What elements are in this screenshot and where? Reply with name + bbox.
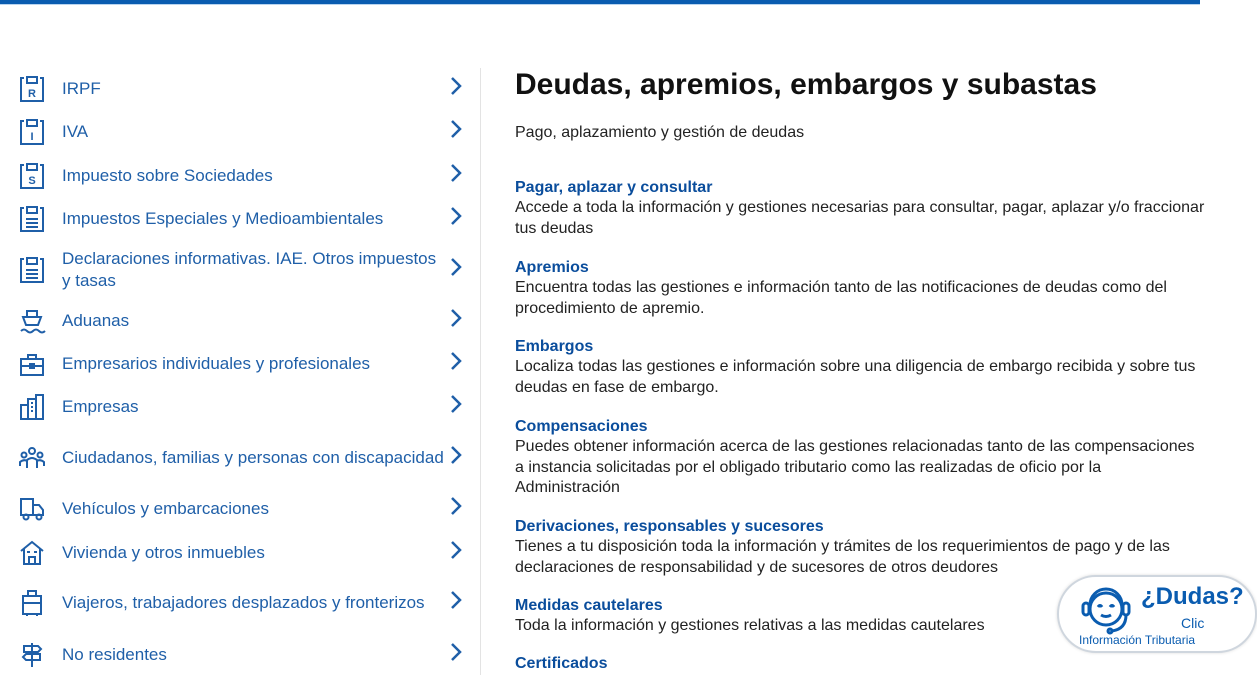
sidebar-item-7[interactable] [16,342,466,386]
ship-icon [16,306,48,336]
briefcase-icon [16,349,48,379]
page-title: Deudas, apremios, embargos y subastas [515,68,1097,101]
section-2 [515,258,1205,319]
chevron-right-icon[interactable] [446,351,466,377]
sidebar [0,0,480,675]
sidebar-item-label: Vivienda y otros inmuebles [62,543,265,562]
section-description: Puedes obtener información acerca de las gestiones relacionadas tanto de las compensaciones a instancia solicitadas por el obligado tributario como las realizadas de oficio por la Administración [515,438,1195,496]
section-link[interactable]: Certificados [515,655,608,672]
sidebar-item-label: Impuestos Especiales y Medioambientales [62,209,384,228]
sidebar-item-label: Declaraciones informativas. IAE. Otros impuestos y tasas [62,249,437,290]
sidebar-item-13[interactable] [16,633,466,677]
chevron-right-icon[interactable] [446,206,466,232]
chevron-right-icon[interactable] [446,308,466,334]
sidebar-item-label: Empresarios individuales y profesionales [62,354,371,373]
document-icon [16,204,48,234]
people-icon [16,443,48,473]
svg-text:I: I [30,131,34,143]
chevron-right-icon[interactable] [446,76,466,102]
sidebar-item-1[interactable] [16,67,466,111]
section-1 [515,178,1205,239]
house-icon [16,538,48,568]
document-icon [16,255,48,285]
sidebar-item-label: IVA [62,122,89,141]
sidebar-item-label: Impuesto sobre Sociedades [62,166,273,185]
section-link[interactable]: Compensaciones [515,418,648,435]
chevron-right-icon[interactable] [446,642,466,668]
help-subtitle: Información Tributaria [1079,633,1196,647]
chevron-right-icon[interactable] [446,394,466,420]
sidebar-item-6[interactable] [16,299,466,343]
section-description: Accede a toda la información y gestiones necesarias para consultar, pagar, aplazar y/o fraccionar tus deudas [515,199,1205,237]
sidebar-item-3[interactable] [16,154,466,198]
sidebar-item-12[interactable] [16,581,466,625]
chevron-right-icon[interactable] [446,590,466,616]
signpost-icon [16,640,48,670]
section-4 [515,417,1205,499]
section-description: Encuentra todas las gestiones e información tanto de las notificaciones de deudas como del procedimiento de apremio. [515,279,1167,317]
buildings-icon [16,392,48,422]
chevron-right-icon[interactable] [446,496,466,522]
sidebar-item-11[interactable] [16,531,466,575]
help-widget[interactable] [1057,575,1257,653]
sidebar-item-10[interactable] [16,487,466,531]
help-click[interactable]: Clic [1181,615,1205,631]
sidebar-item-label: No residentes [62,645,167,664]
sidebar-item-2[interactable] [16,110,466,154]
section-link[interactable]: Medidas cautelares [515,597,663,614]
section-link[interactable]: Embargos [515,338,594,355]
iva-doc-icon [16,117,48,147]
section-link[interactable]: Derivaciones, responsables y sucesores [515,518,824,535]
section-7 [515,654,1205,674]
sidebar-item-label: Aduanas [62,311,130,330]
page-subtitle: Pago, aplazamiento y gestión de deudas [515,124,805,141]
irpf-doc-icon [16,74,48,104]
section-link[interactable]: Pagar, aplazar y consultar [515,179,713,196]
sidebar-item-9[interactable] [16,436,466,480]
sidebar-item-label: Vehículos y embarcaciones [62,499,269,518]
sidebar-item-label: IRPF [62,79,101,98]
sidebar-item-label: Viajeros, trabajadores desplazados y fronterizos [62,593,425,612]
chevron-right-icon[interactable] [446,445,466,471]
section-link[interactable]: Apremios [515,259,589,276]
chevron-right-icon[interactable] [446,257,466,283]
sidebar-item-label: Empresas [62,397,139,416]
sidebar-item-5[interactable] [16,248,466,292]
sidebar-item-4[interactable] [16,197,466,241]
chevron-right-icon[interactable] [446,119,466,145]
help-title: ¿Dudas? [1141,583,1244,610]
chevron-right-icon[interactable] [446,540,466,566]
svg-text:S: S [28,175,36,187]
chevron-right-icon[interactable] [446,163,466,189]
sidebar-item-label: Ciudadanos, familias y personas con discapacidad [62,448,444,467]
truck-icon [16,494,48,524]
svg-text:R: R [28,88,36,100]
luggage-icon [16,588,48,618]
sidebar-item-8[interactable] [16,385,466,429]
divider [480,68,481,675]
sociedades-doc-icon [16,161,48,191]
section-description: Toda la información y gestiones relativas a las medidas cautelares [515,617,985,634]
section-5 [515,517,1205,578]
section-description: Localiza todas las gestiones e información sobre una diligencia de embargo recibida y sobre tus deudas en fase de embargo. [515,358,1196,396]
section-3 [515,337,1205,398]
section-description: Tienes a tu disposición toda la información y trámites de los requerimientos de pago y de las declaraciones de responsabilidad y de sucesores de otros deudores [515,538,1170,576]
